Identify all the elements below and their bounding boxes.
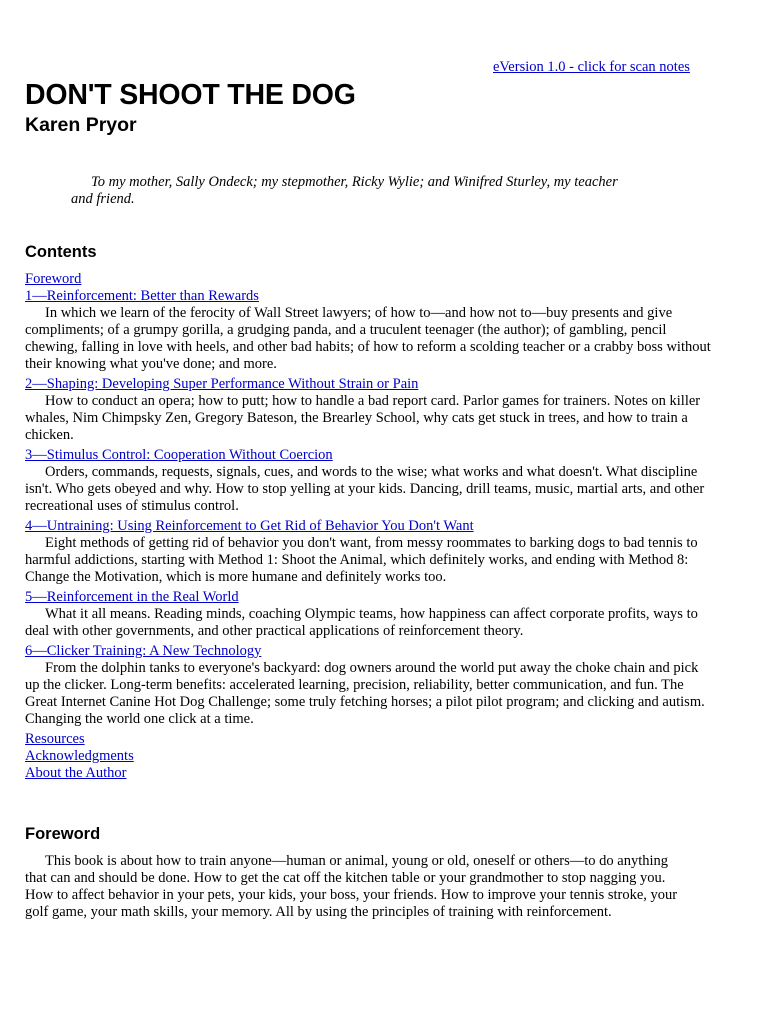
toc-description-chapter-2: How to conduct an opera; how to putt; how to handle a bad report card. Parlor games for trainers. Notes on killer whales, Nim Chimpsky Zen, Gregory Bateson, the Brearley School, why cats get stuck in trees, and how to train a chicken.: [25, 393, 701, 443]
toc-chapter-5: [25, 589, 715, 643]
toc-description-chapter-4: Eight methods of getting rid of behavior you don't want, from messy roommates to barking dogs to bad tennis to harmful addictions, starting with Method 1: Shoot the Animal, which definitely works, and ending with Method 8: Change the Motivation, which is more humane and definitely works too.: [25, 535, 698, 585]
dedication: To my mother, Sally Ondeck; my stepmother, Ricky Wylie; and Winifred Sturley, my teacher and friend.: [71, 174, 618, 207]
toc-link-chapter-4[interactable]: 4—Untraining: Using Reinforcement to Get Rid of Behavior You Don't Want: [25, 518, 474, 534]
foreword-heading: Foreword: [25, 825, 101, 843]
toc-link-chapter-6[interactable]: 6—Clicker Training: A New Technology: [25, 643, 262, 659]
toc-link-chapter-3[interactable]: 3—Stimulus Control: Cooperation Without Coercion: [25, 447, 333, 463]
toc-link-about-the-author[interactable]: About the Author: [25, 765, 127, 781]
foreword-body: This book is about how to train anyone—human or animal, young or old, oneself or others—to do anything that can and should be done. How to get the cat off the kitchen table or your grandmother to stop nagging you. How to affect behavior in your pets, your kids, your boss, your friends. How to improve your tennis stroke, your golf game, your math skills, your memory. All by using the principles of training with reinforcement.: [25, 853, 678, 920]
toc-link-acknowledgments[interactable]: Acknowledgments: [25, 748, 134, 764]
scan-notes-link[interactable]: eVersion 1.0 - click for scan notes: [493, 59, 690, 75]
author-name: Karen Pryor: [25, 114, 137, 136]
toc-link-chapter-2[interactable]: 2—Shaping: Developing Super Performance Without Strain or Pain: [25, 376, 419, 392]
toc-link-chapter-5[interactable]: 5—Reinforcement in the Real World: [25, 589, 239, 605]
toc-description-chapter-6: From the dolphin tanks to everyone's backyard: dog owners around the world put away the choke chain and pick up the clicker. Long-term benefits: accelerated learning, precision, reliability, better communication, and fun. The Great Internet Canine Hot Dog Challenge; some truly fetching horses; a pilot pilot program; and clicking and autism. Changing the world one click at a time.: [25, 660, 705, 727]
toc-chapter-1: [25, 288, 715, 376]
table-of-contents: [25, 271, 715, 782]
toc-link-foreword[interactable]: Foreword: [25, 271, 82, 287]
toc-chapter-4: [25, 518, 715, 589]
toc-chapter-3: [25, 447, 715, 518]
toc-description-chapter-3: Orders, commands, requests, signals, cues, and words to the wise; what works and what doesn't. What discipline isn't. Who gets obeyed and why. How to stop yelling at your kids. Dancing, drill teams, music, martial arts, and other recreational uses of stimulus control.: [25, 464, 705, 514]
toc-description-chapter-5: What it all means. Reading minds, coaching Olympic teams, how happiness can affect corporate profits, ways to deal with other governments, and other practical applications of reinforcement theory.: [25, 606, 698, 639]
toc-link-chapter-1[interactable]: 1—Reinforcement: Better than Rewards: [25, 288, 259, 304]
toc-chapter-6: [25, 643, 715, 731]
toc-chapter-2: [25, 376, 715, 447]
contents-heading: Contents: [25, 243, 97, 261]
toc-link-resources[interactable]: Resources: [25, 731, 85, 747]
toc-description-chapter-1: In which we learn of the ferocity of Wall Street lawyers; of how to—and how not to—buy presents and give compliments; of a grumpy gorilla, a grudging panda, and a truculent teenager (the author); of gambling, pencil chewing, falling in love with heels, and other bad habits; of how to reform a scolding teacher or a crabby boss without their knowing what you've done; and more.: [25, 305, 711, 372]
book-title: DON'T SHOOT THE DOG: [25, 79, 356, 111]
